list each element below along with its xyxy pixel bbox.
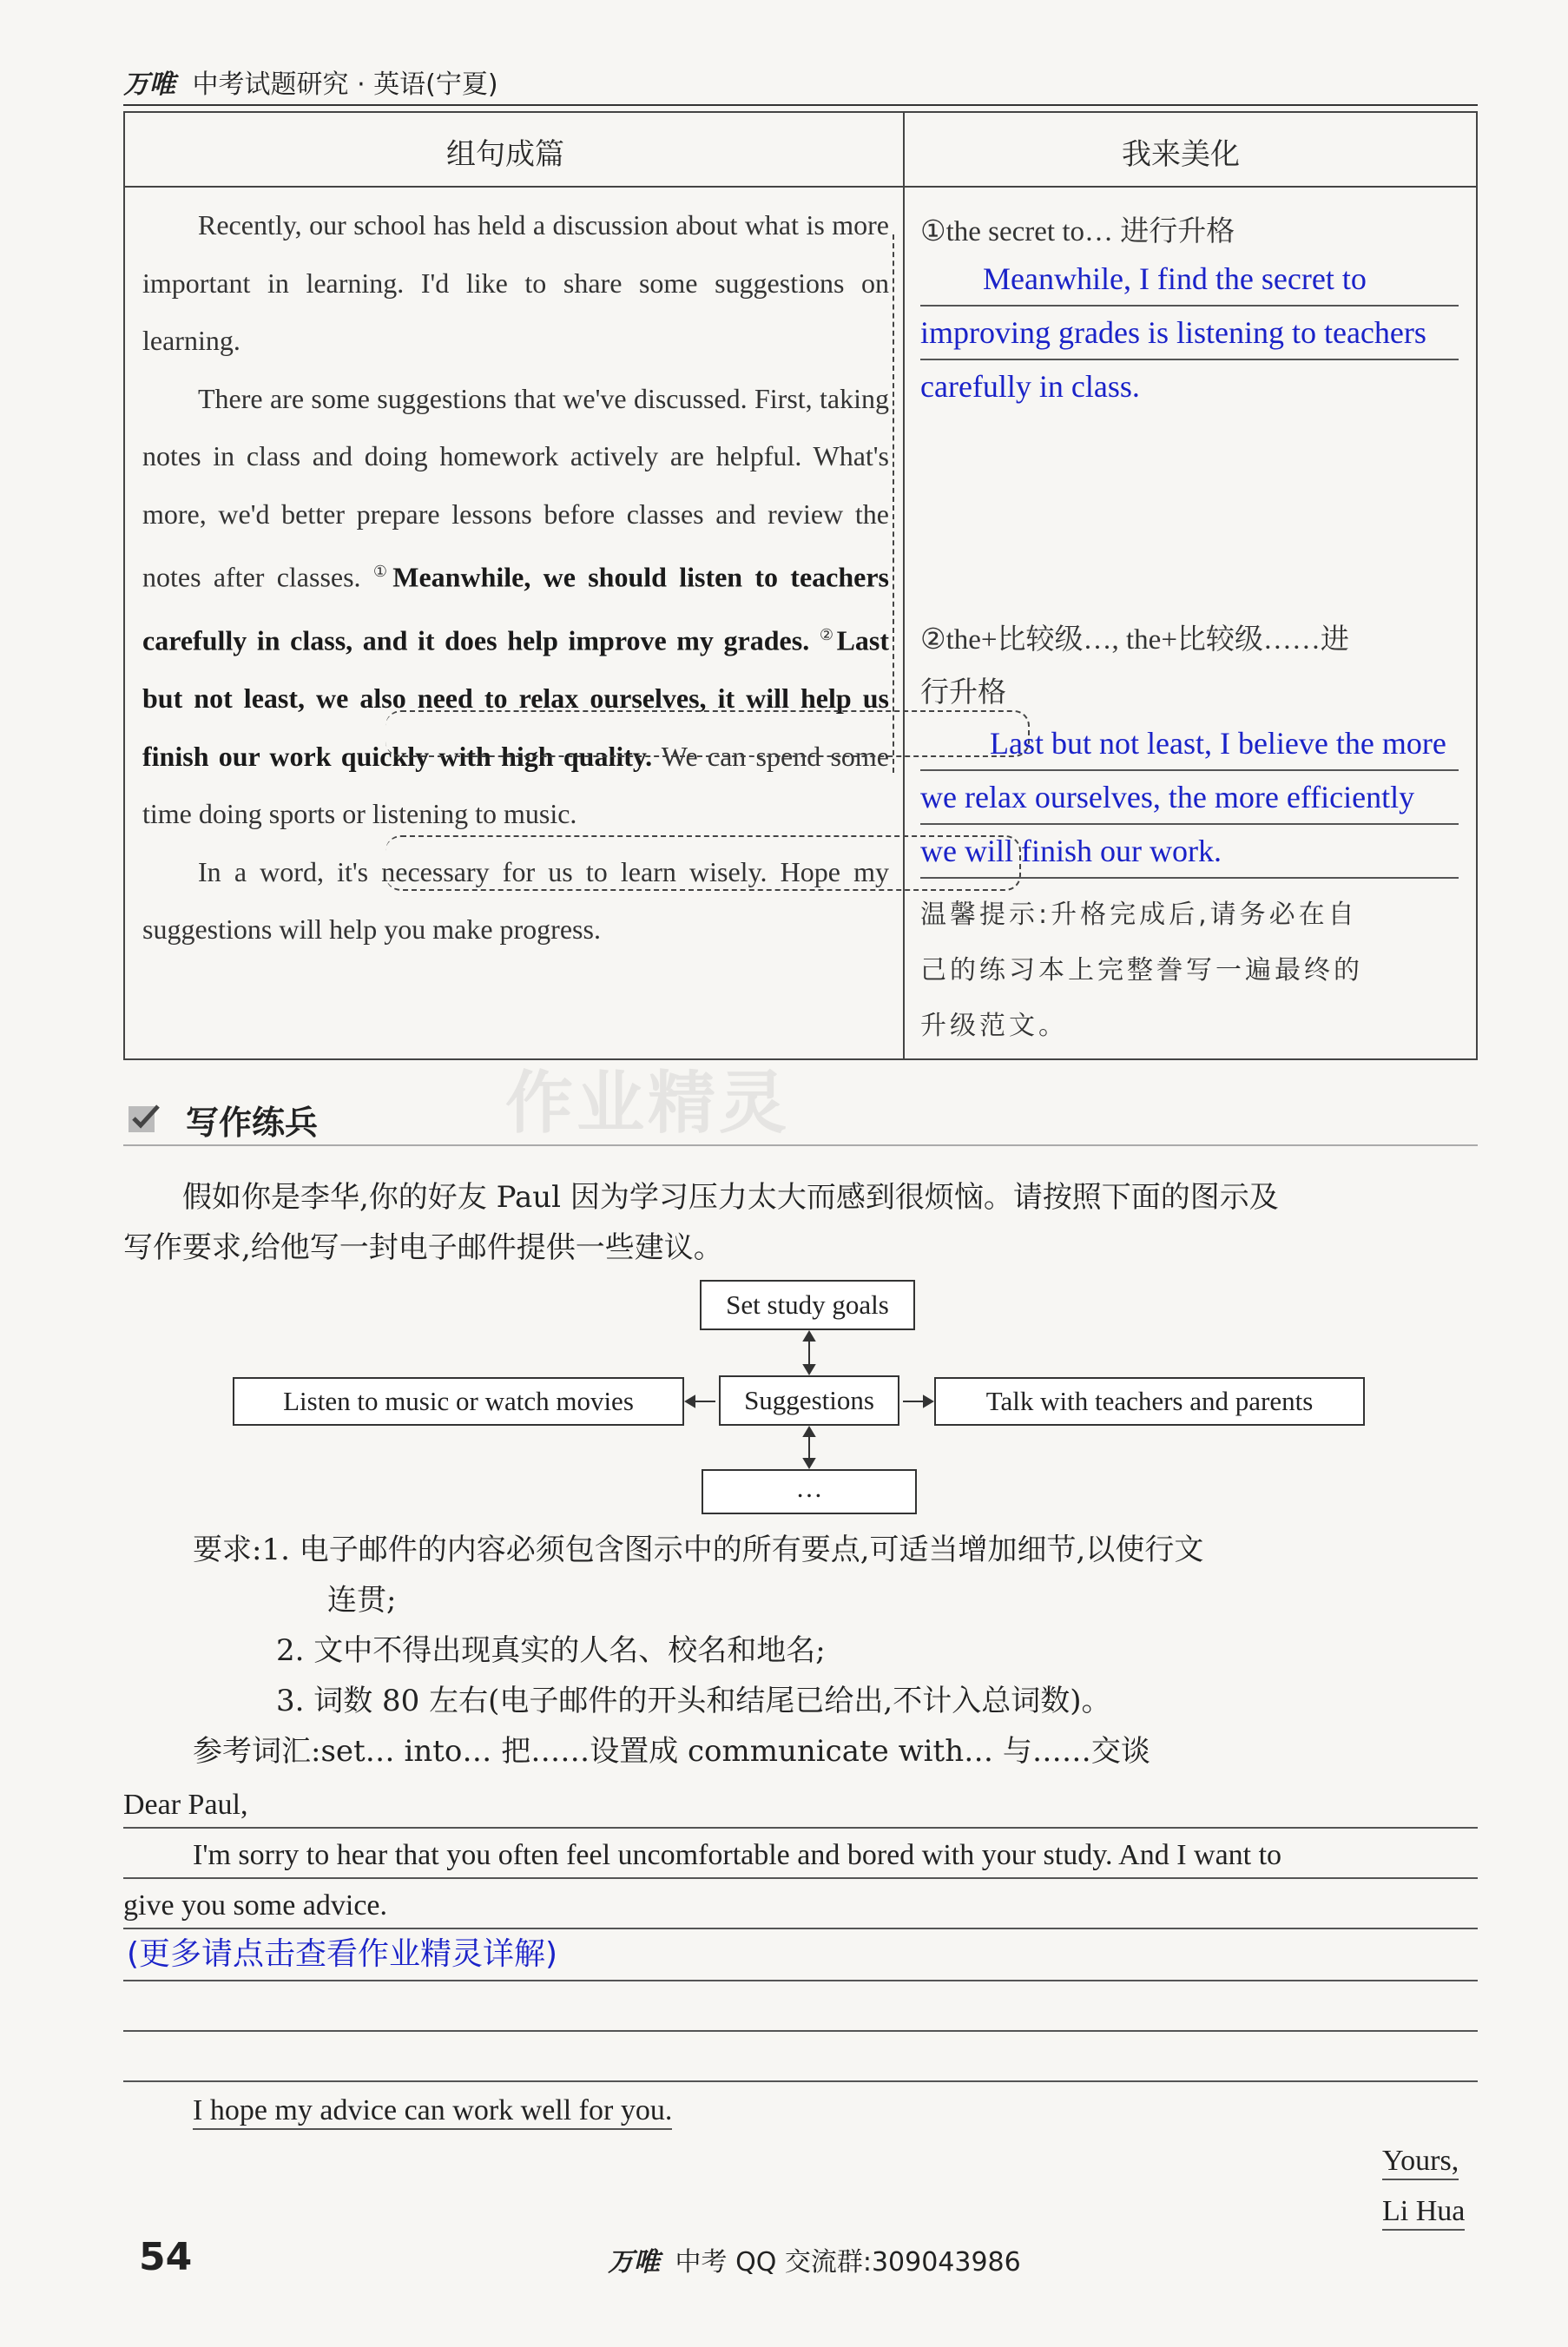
tip-line-2: 己的练习本上完整誊写一遍最终的 [920,955,1363,986]
tip-line-1: 温馨提示:升格完成后,请务必在自 [920,900,1358,930]
highlight-sentence-1: Meanwhile, we should listen to teachers carefully in class, and it does help improve my grades. [142,561,890,656]
beautify-title-2: ②the+比较级…, the+比较级……进 [920,624,1349,656]
header-title: 中考试题研究 · 英语(宁夏) [192,69,498,100]
writing-prompt [123,1172,1478,1273]
checkmark-icon [127,1101,161,1136]
requirements [193,1525,1478,1777]
letter-signature [1382,2195,1465,2228]
col-header-compose: 组句成篇 [446,137,564,172]
writing-line [123,1877,1478,1879]
beautify-line: carefully in class. [920,369,1140,404]
essay-paragraph-3: In a word, it's necessary for us to learn wisely. Hope my suggestions will help you make progress. [142,855,889,946]
diagram-box-left: Listen to music or watch movies [233,1377,684,1426]
tip-line-3: 升级范文。 [920,1011,1068,1041]
beautify-block-1 [920,208,1459,412]
beautify-line: improving grades is listening to teachers [920,307,1459,360]
marker-2: ② [819,626,837,644]
more-details-link[interactable]: (更多请点击查看作业精灵详解) [127,1936,558,1972]
prompt-line-2: 写作要求,给他写一封电子邮件提供一些建议。 [123,1230,723,1265]
diagram-box-bottom: … [702,1469,917,1514]
section-divider [123,1144,1478,1146]
letter-greeting: Dear Paul, [123,1789,248,1821]
beautify-sentence-1 [920,253,1459,412]
watermark: 作业精灵 [505,1065,791,1143]
diagram-box-center: Suggestions [719,1375,899,1426]
brand-logo: 万唯 [123,69,175,100]
requirement-1-cont: 连贯; [327,1583,397,1618]
beautify-sentence-2 [920,717,1459,879]
tip-text [920,887,1459,1054]
essay-paragraph-1: Recently, our school has held a discussion about what is more important in learning. I'd like to share some suggestions on learning. [142,209,889,356]
col-header-beautify: 我来美化 [1122,137,1240,172]
yours-text: Yours, [1382,2145,1459,2180]
requirement-3: 3. 词数 80 左右(电子邮件的开头和结尾已给出,不计入总词数)。 [276,1684,1111,1718]
signature-name: Li Hua [1382,2195,1465,2231]
letter-line-2: give you some advice. [123,1889,388,1922]
marker-1: ① [372,563,393,580]
requirement-2: 2. 文中不得出现真实的人名、校名和地名; [276,1633,826,1668]
dashed-connector [893,234,894,773]
footer-text: 中考 QQ 交流群:309043986 [675,2247,1021,2278]
beautify-line: we relax ourselves, the more efficiently [920,771,1459,825]
beautify-line: we will finish our work. [920,825,1459,879]
essay-paragraph-2 [142,370,889,843]
essay-text: We can spend some time doing sports or listening to music. [142,740,890,830]
writing-line [123,1827,1478,1829]
page-number: 54 [139,2235,193,2279]
writing-line [123,2030,1478,2032]
prompt-line-1: 假如你是李华,你的好友 Paul 因为学习压力太大而感到很烦恼。请按照下面的图示及 [182,1180,1279,1215]
table-column-divider [903,113,905,1058]
page-header [123,63,498,101]
letter-closing [193,2094,672,2127]
requirement-1: 要求:1. 电子邮件的内容必须包含图示中的所有要点,可适当增加细节,以使行文 [193,1533,1204,1567]
highlight-sentence-2: Last but not least, we also need to relax ourselves, it will help us finish our work quickly with high quality. [142,624,890,772]
essay-table [123,111,1478,1060]
page-footer [608,2240,1021,2278]
beautify-line: Meanwhile, I find the secret to [920,253,1459,307]
vocabulary: 参考词汇:set… into… 把……设置成 communicate with… 与……交谈 [193,1734,1150,1769]
beautify-block-2 [920,616,1459,1054]
diagram-box-right: Talk with teachers and parents [934,1377,1365,1426]
footer-brand: 万唯 [608,2247,660,2278]
closing-line: I hope my advice can work well for you. [193,2094,672,2130]
section-title: 写作练兵 [186,1104,319,1142]
letter-yours [1382,2145,1459,2178]
essay-text: There are some suggestions that we've discussed. First, taking notes in class and doing homework actively are helpful. What's more, we'd better prepare lessons before classes and review the notes after classes. [142,382,889,593]
writing-line [123,2080,1478,2082]
diagram-box-top: Set study goals [700,1280,915,1330]
beautify-title-1: ①the secret to… 进行升格 [920,216,1235,247]
letter-line-1: I'm sorry to hear that you often feel uncomfortable and bored with your study. And I want to [193,1839,1282,1871]
beautify-title-2b: 行升格 [920,677,1006,709]
table-header-divider [125,186,1476,188]
beautify-line: Last but not least, I believe the more [920,717,1459,771]
header-divider [123,104,1478,106]
writing-line [123,1980,1478,1981]
